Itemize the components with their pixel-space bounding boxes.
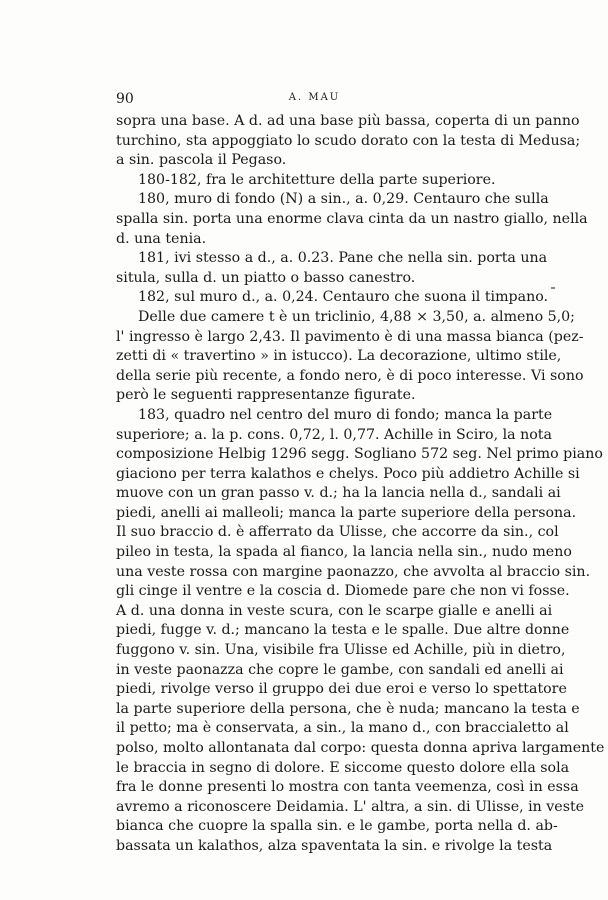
text-line: le braccia in segno di dolore. E siccome questo dolore ella sola bbox=[116, 759, 570, 776]
page-number: 90 bbox=[116, 91, 134, 107]
text-line: turchino, sta appoggiato lo scudo dorato con la testa di Medusa; bbox=[116, 132, 581, 149]
text-line: 183, quadro nel centro del muro di fondo; manca la parte bbox=[138, 406, 553, 423]
text-line: a sin. pascola il Pegaso. bbox=[116, 152, 287, 169]
text-line: muove con un gran passo v. d.; ha la lancia nella d., sandali ai bbox=[116, 485, 561, 502]
text-line: superiore; a. la p. cons. 0,72, l. 0,77. Achille in Sciro, la nota bbox=[116, 426, 552, 443]
text-line: della serie più recente, a fondo nero, è di poco interesse. Vi sono bbox=[116, 367, 584, 384]
text-line: gli cinge il ventre e la coscia d. Diomede pare che non vi fosse. bbox=[116, 583, 570, 600]
text-line: la parte superiore della persona, che è nuda; mancano la testa e bbox=[116, 700, 580, 717]
text-line: il petto; ma è conservata, a sin., la mano d., con braccialetto al bbox=[116, 720, 569, 737]
text-line: situla, sulla d. un piatto o basso canestro. bbox=[116, 269, 416, 286]
text-line: in veste paonazza che copre le gambe, con sandali ed anelli ai bbox=[116, 661, 564, 678]
text-line: però le seguenti rappresentanze figurate. bbox=[116, 387, 416, 404]
text-line: composizione Helbig 1296 segg. Sogliano 572 seg. Nel primo piano bbox=[116, 446, 603, 463]
text-line: spalla sin. porta una enorme clava cinta da un nastro giallo, nella bbox=[116, 210, 588, 227]
body-text bbox=[116, 112, 605, 857]
text-line: piedi, rivolge verso il gruppo dei due eroi e verso lo spettatore bbox=[116, 681, 567, 698]
margin-mark bbox=[551, 287, 555, 289]
text-line: 180-182, fra le architetture della parte superiore. bbox=[138, 171, 496, 188]
text-line: giaciono per terra kalathos e chelys. Poco più addietro Achille si bbox=[116, 465, 580, 482]
page-header bbox=[116, 91, 513, 109]
text-line: 181, ivi stesso a d., a. 0.23. Pane che nella sin. porta una bbox=[138, 250, 548, 267]
text-line: fra le donne presenti lo mostra con tanta veemenza, così in essa bbox=[116, 779, 579, 796]
text-line: Il suo braccio d. è afferrato da Ulisse, che accorre da sin., col bbox=[116, 524, 559, 541]
text-line: avremo a riconoscere Deidamia. L' altra, a sin. di Ulisse, in veste bbox=[116, 798, 585, 815]
text-line: zetti di « travertino » in istucco). La decorazione, ultimo stile, bbox=[116, 348, 562, 365]
text-line: 182, sul muro d., a. 0,24. Centauro che suona il timpano. bbox=[138, 289, 549, 306]
text-line: pileo in testa, la spada al fianco, la lancia nella sin., nudo meno bbox=[116, 544, 572, 561]
text-line: polso, molto allontanata dal corpo: questa donna apriva largamente bbox=[116, 740, 605, 756]
text-line: 180, muro di fondo (N) a sin., a. 0,29. Centauro che sulla bbox=[138, 191, 549, 208]
text-line: fuggono v. sin. Una, visibile fra Ulisse ed Achille, più in dietro, bbox=[116, 642, 566, 659]
text-line: A d. una donna in veste scura, con le scarpe gialle e anelli ai bbox=[116, 602, 553, 619]
running-head: A. MAU bbox=[288, 92, 341, 103]
text-line: d. una tenia. bbox=[116, 230, 207, 247]
text-line: una veste rossa con margine paonazzo, che avvolta al braccio sin. bbox=[116, 563, 591, 580]
text-line: Delle due camere t è un triclinio, 4,88 × 3,50, a. almeno 5,0; bbox=[138, 308, 575, 325]
text-line: l' ingresso è largo 2,43. Il pavimento è di una massa bianca (pez- bbox=[116, 328, 584, 345]
text-line: bassata un kalathos, alza spaventata la sin. e rivolge la testa bbox=[116, 837, 553, 854]
text-line: bianca che cuopre la spalla sin. e le gambe, porta nella d. ab- bbox=[116, 818, 558, 835]
text-line: piedi, anelli ai malleoli; manca la parte superiore della persona. bbox=[116, 504, 577, 521]
text-line: sopra una base. A d. ad una base più bassa, coperta di un panno bbox=[116, 113, 580, 129]
text-line: piedi, fugge v. d.; mancano la testa e le spalle. Due altre donne bbox=[116, 622, 570, 639]
